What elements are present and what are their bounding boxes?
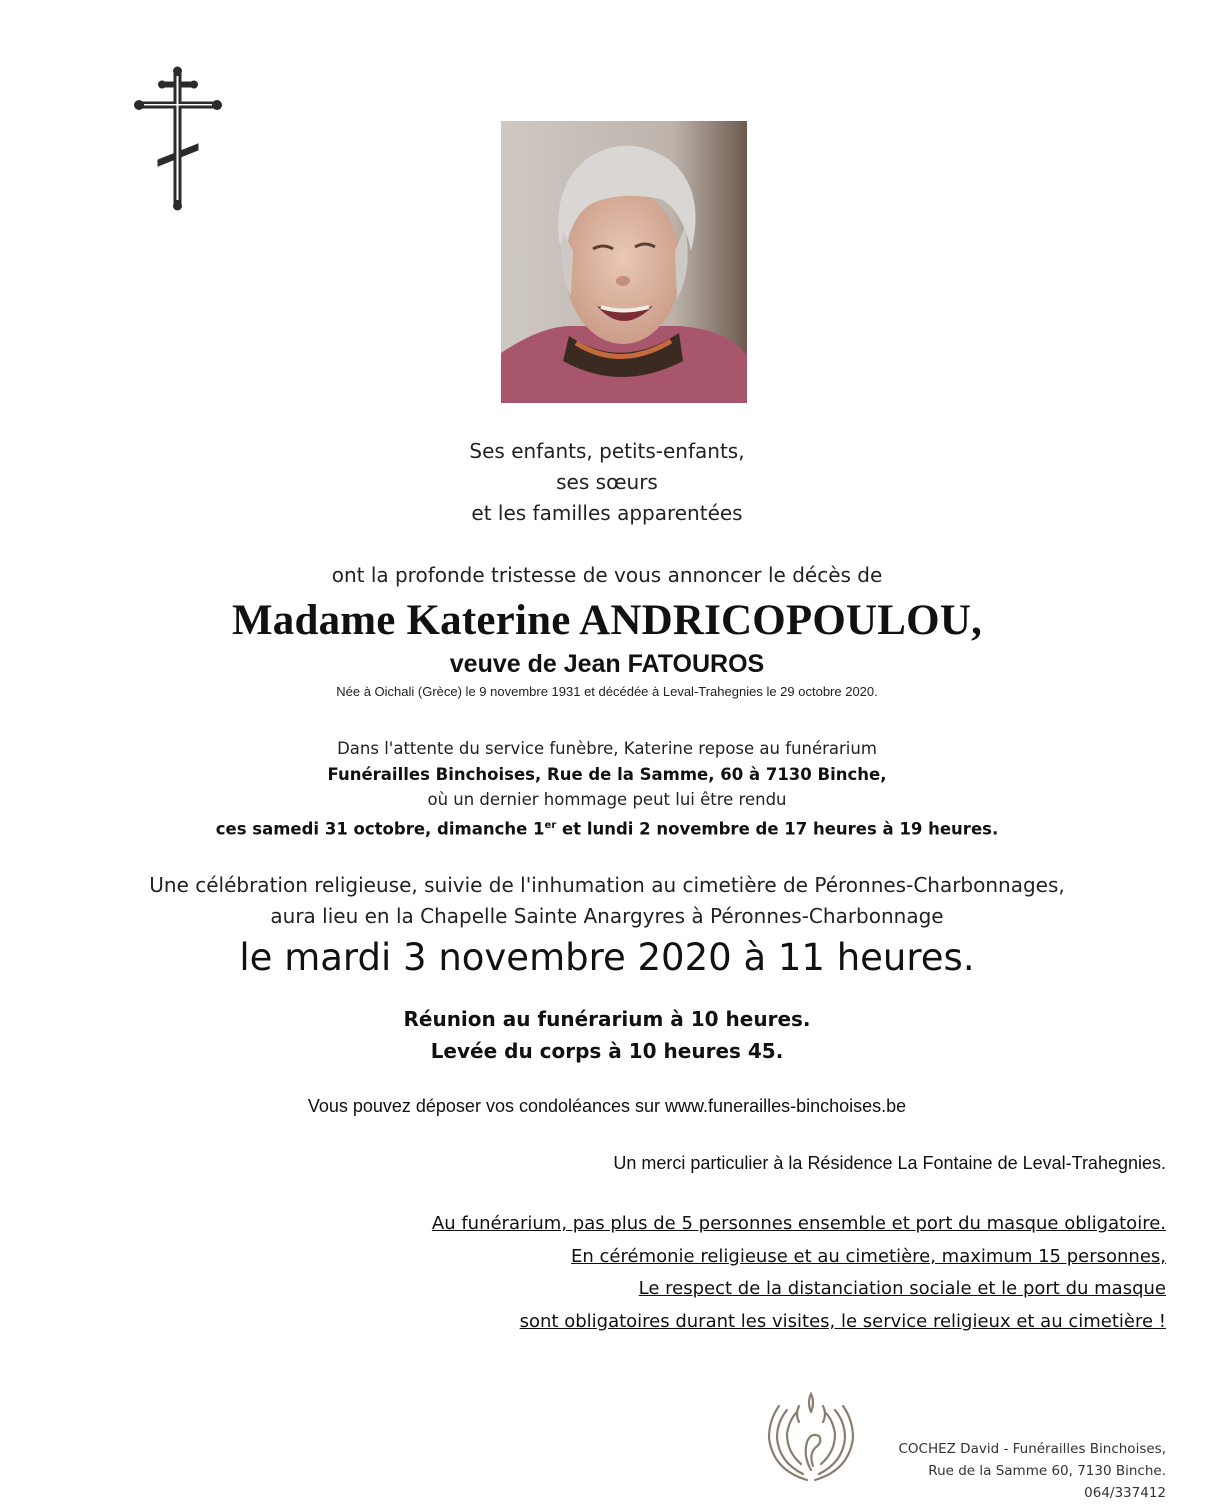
footer-phone: 064/337412 [1084,1485,1166,1501]
deceased-name: Madame Katerine ANDRICOPOULOU, [231,597,983,644]
visitation-dates-start: ces samedi 31 octobre, dimanche 1 [215,819,545,838]
family-line: ses sœurs [556,470,658,494]
condolences-text: Vous pouvez déposer vos condoléances sur www.funerailles-binchoises.be [307,1096,907,1116]
ordinal-suffix: er [544,819,557,831]
funeral-home-footer [898,1438,1166,1504]
widow-line: veuve de Jean FATOUROS [449,650,765,678]
covid-rule-line: sont obligatoires durant les visites, le service religieux et au cimetière ! [519,1310,1166,1332]
family-line: Ses enfants, petits-enfants, [469,439,745,463]
visitation-dates [0,813,1214,842]
meeting-line: Réunion au funérarium à 10 heures. [403,1007,811,1031]
visitation-line: Dans l'attente du service funèbre, Katerine repose au funérarium [337,739,877,758]
meeting-line: Levée du corps à 10 heures 45. [430,1039,784,1063]
ceremony-block [0,870,1214,932]
family-block [0,436,1214,529]
covid-rule-line: Au funérarium, pas plus de 5 personnes ensemble et port du masque obligatoire. [431,1213,1166,1234]
footer-line: COCHEZ David - Funérailles Binchoises, [898,1441,1166,1457]
covid-rule-line: Le respect de la distanciation sociale et le port du masque [638,1278,1166,1299]
phoenix-logo-icon [763,1392,859,1484]
birth-death-line: Née à Oichali (Grèce) le 9 novembre 1931 et décédée à Leval-Trahegnies le 29 octobre 2020. [336,684,878,699]
covid-rule-line: En cérémonie religieuse et au cimetière, maximum 15 personnes, [571,1245,1166,1267]
meeting-block [0,1003,1214,1067]
footer-line: Rue de la Samme 60, 7130 Binche. [928,1463,1166,1479]
ceremony-line: aura lieu en la Chapelle Sainte Anargyres à Péronnes-Charbonnage [270,904,944,928]
announcement-text: ont la profonde tristesse de vous annoncer le décès de [331,563,883,587]
ceremony-line: Une célébration religieuse, suivie de l'inhumation au cimetière de Péronnes-Charbonnages, [149,873,1065,897]
ceremony-date: le mardi 3 novembre 2020 à 11 heures. [239,936,975,979]
orthodox-cross-icon [132,66,224,212]
covid-rules [432,1208,1166,1338]
visitation-dates-end: et lundi 2 novembre de 17 heures à 19 heures. [556,819,999,838]
visitation-line: où un dernier hommage peut lui être rendu [427,790,787,809]
family-line: et les familles apparentées [471,501,743,525]
thanks-text: Un merci particulier à la Résidence La Fontaine de Leval-Trahegnies. [613,1153,1166,1173]
portrait-photo [501,121,747,403]
visitation-block [0,736,1214,842]
funeral-home-address: Funérailles Binchoises, Rue de la Samme, 60 à 7130 Binche, [327,764,887,784]
